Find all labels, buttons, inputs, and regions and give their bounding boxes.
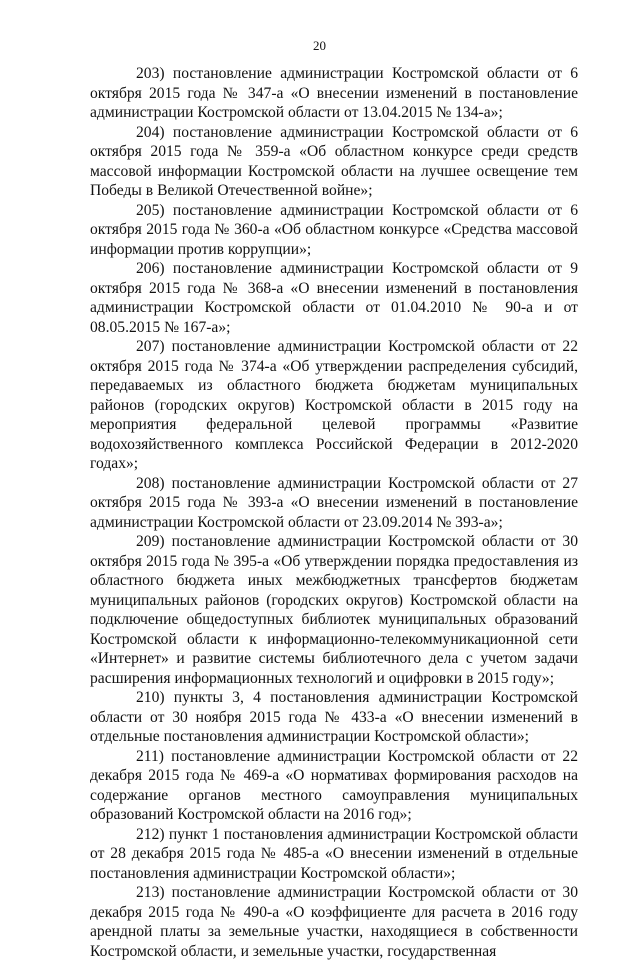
list-item-204: 204) постановление администрации Костромской области от 6 октября 2015 года № 359-а «Об областном конкурсе среди средств массовой информации Костромской области на лучшее освещение тем Победы в Великой Отечественной войне»; [90, 123, 578, 199]
list-item-203: 203) постановление администрации Костромской области от 6 октября 2015 года № 347-а «О внесении изменений в постановление администрации Костромской области от 13.04.2015 № 134-а»; [90, 65, 578, 121]
list-item-210: 210) пункты 3, 4 постановления администрации Костромской области от 30 ноября 2015 года № 433-а «О внесении изменений в отдельные постановления администрации Костромской области»; [90, 689, 578, 745]
list-item-211: 211) постановление администрации Костромской области от 22 декабря 2015 года № 469-а «О нормативах формирования расходов на содержание органов местного самоуправления муниципальных образований Костромской области на 2016 год»; [90, 747, 578, 823]
list-item-213: 213) постановление администрации Костромской области от 30 декабря 2015 года № 490-а «О коэффициенте для расчета в 2016 году арендной платы за земельные участки, находящиеся в собственности Костромской области, и земельные участки, государственная [90, 884, 578, 960]
list-item-207: 207) постановление администрации Костромской области от 22 октября 2015 года № 374-а «Об утверждении распределения субсидий, передаваемых из областного бюджета бюджетам муниципальных районов (городских округов) Костромской области в 2015 году на мероприятия федеральной целевой программы «Развитие водохозяйственного комплекса Российской Федерации в 2012-2020 годах»; [90, 338, 578, 472]
page-number: 20 [313, 38, 326, 53]
list-item-205: 205) постановление администрации Костромской области от 6 октября 2015 года № 360-а «Об областном конкурсе «Средства массовой информации против коррупции»; [90, 201, 578, 258]
list-item-212: 212) пункт 1 постановления администрации Костромской области от 28 декабря 2015 года № 485-а «О внесении изменений в отдельные постановления администрации Костромской области»; [90, 825, 578, 882]
list-item-206: 206) постановление администрации Костромской области от 9 октября 2015 года № 368-а «О внесении изменений в постановления администрации Костромской области от 01.04.2010 № 90-а и от 08.05.2015 № 167-а»; [90, 260, 578, 336]
list-item-209: 209) постановление администрации Костромской области от 30 октября 2015 года № 395-а «Об утверждении порядка предоставления из областного бюджета иных межбюджетных трансфертов бюджетам муниципальных районов (городских округов) Костромской области на подключение общедоступных библиотек муниципальных образований Костромской области к информационно-телекоммуникационной сети «Интернет» и развитие системы библиотечного дела с учетом задачи расширения информационных технологий и оцифровки в 2015 году»; [90, 533, 578, 687]
list-item-208: 208) постановление администрации Костромской области от 27 октября 2015 года № 393-а «О внесении изменений в постановление администрации Костромской области от 23.09.2014 № 393-а»; [90, 474, 578, 531]
document-body [90, 64, 578, 961]
